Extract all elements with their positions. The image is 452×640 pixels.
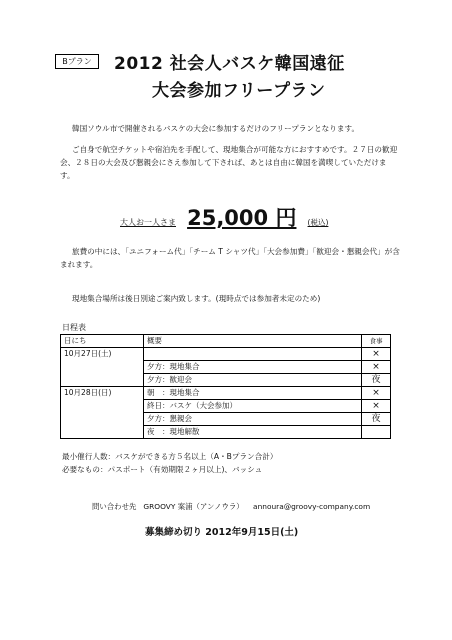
table-row [61, 361, 391, 374]
schedule-summary: 夕方：歓迎会 [144, 374, 362, 387]
header-summary: 概要 [144, 335, 362, 348]
day2-date: 10月28日(日) [61, 387, 144, 400]
schedule-meal: × [362, 361, 391, 374]
header-meal: 食事 [362, 335, 391, 348]
schedule-meal: 夜 [362, 374, 391, 387]
table-row [61, 374, 391, 387]
schedule-summary: 朝 ：現地集合 [144, 387, 362, 400]
schedule-summary: 夜 ：現地解散 [144, 426, 362, 439]
table-row [61, 413, 391, 426]
deadline: 募集締め切り 2012年9月15日(土) [145, 527, 299, 538]
schedule-meal: 夜 [362, 413, 391, 426]
includes-paragraph: 旅費の中には、「ユニフォーム代」「チーム T シャツ代」「大会参加費」「歓迎会・懇親会代」が含まれます。 [60, 247, 400, 269]
table-row [61, 426, 391, 439]
schedule-meal: × [362, 348, 391, 361]
day1-date: 10月27日(土) [61, 348, 144, 361]
schedule-meal: × [362, 387, 391, 400]
price-label: 大人お一人さま [120, 218, 176, 227]
price-tax-note: (税込) [307, 218, 329, 227]
schedule-summary [144, 348, 362, 361]
schedule-header-row [61, 335, 391, 348]
contact-email[interactable]: annoura@groovy-company.com [253, 502, 371, 511]
schedule-title: 日程表 [62, 323, 86, 332]
intro-paragraph-2: ご自身で航空チケットや宿泊先を手配して、現地集合が可能な方におすすめです。２７日の歓迎会、２８日の大会及び懇親会にさえ参加して下されば、あとは自由に韓国を満喫していただけます。 [60, 145, 398, 180]
min-people-note: 最小催行人数：バスケができる方５名以上（A・Bプラン合計） [62, 452, 278, 461]
schedule-meal [362, 426, 391, 439]
schedule-summary: 夕方：現地集合 [144, 361, 362, 374]
meeting-paragraph: 現地集合場所は後日別途ご案内致します。(現時点では参加者未定のため) [72, 294, 321, 303]
price-row [120, 202, 350, 228]
table-row [61, 400, 391, 413]
schedule-meal: × [362, 400, 391, 413]
contact-name: GROOVY 案浦（アンノウラ） [143, 502, 244, 511]
table-row [61, 348, 391, 361]
schedule-table [60, 334, 391, 439]
notes [62, 450, 277, 476]
plan-badge: Bプラン [55, 54, 99, 69]
page-title: 2012 社会人バスケ韓国遠征 [114, 54, 345, 74]
required-items-note: 必要なもの：パスポート（有効期限２ヶ月以上)、バッシュ [62, 465, 263, 474]
header-date: 日にち [61, 335, 144, 348]
contact-label: 問い合わせ先 [92, 502, 137, 511]
schedule-summary: 夕方：懇親会 [144, 413, 362, 426]
price-value: 25,000 円 [187, 206, 297, 230]
intro-paragraph-1: 韓国ソウル市で開催されるバスケの大会に参加するだけのフリープランとなります。 [72, 124, 360, 133]
contact-line [92, 501, 370, 512]
schedule-summary: 終日：バスケ（大会参加） [144, 400, 362, 413]
page-subtitle: 大会参加フリープラン [152, 81, 326, 101]
table-row [61, 387, 391, 400]
